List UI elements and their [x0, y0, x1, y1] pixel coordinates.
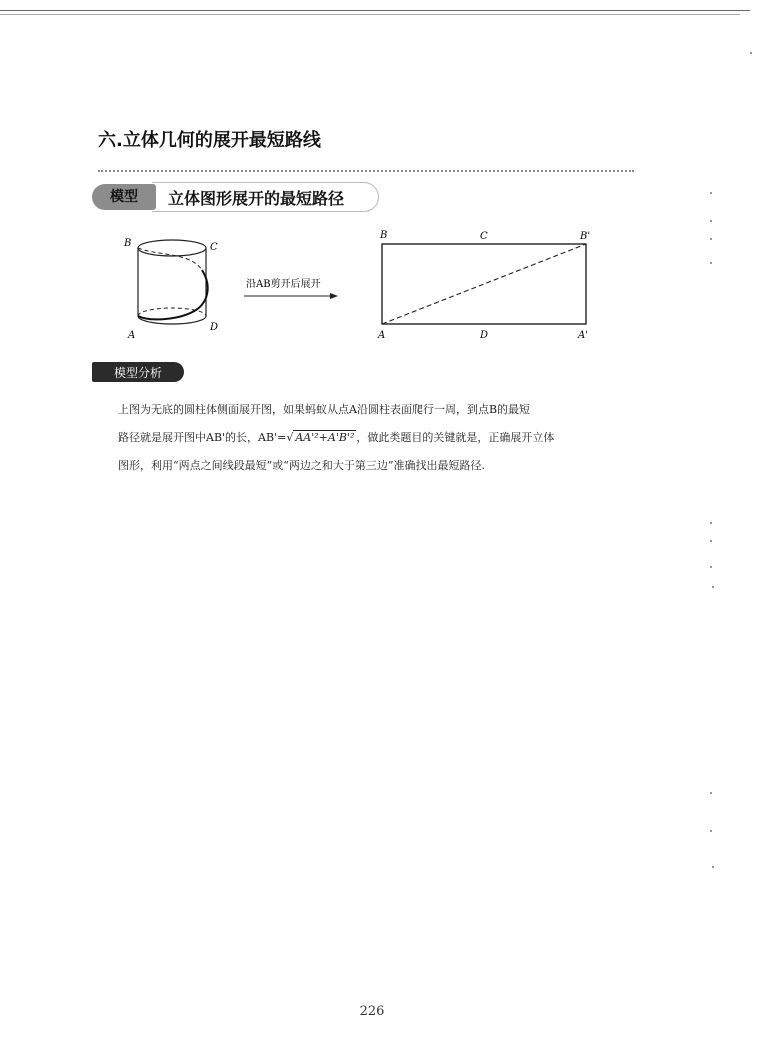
scan-speck	[710, 262, 712, 264]
analysis-line-2: 路径就是展开图中AB'的长，AB'=√ AA'²+A'B'² ，做此类题目的关键就是，正确展开立体	[118, 431, 555, 444]
top-rule	[0, 10, 750, 11]
scan-speck	[750, 52, 752, 54]
sqrt-expression: AA'²+A'B'²	[295, 431, 355, 444]
cylinder-label-d: D	[210, 322, 219, 333]
model-tag: 模型	[92, 184, 156, 210]
unfold-arrow	[244, 277, 338, 299]
scan-speck	[710, 830, 712, 832]
scan-speck	[710, 192, 712, 194]
rect-label-a-prime: A'	[578, 330, 588, 341]
section-title: 六.立体几何的展开最短路线	[98, 130, 321, 151]
rect-label-b-prime: B'	[580, 231, 591, 242]
scan-speck	[712, 866, 714, 868]
cylinder-label-c: C	[210, 242, 218, 253]
scan-speck	[710, 566, 712, 568]
rect-label-b: B	[380, 230, 388, 241]
rect-label-c: C	[480, 231, 488, 242]
analysis-line-3: 图形，利用“两点之间线段最短”或“两边之和大于第三边”准确找出最短路径.	[118, 459, 485, 472]
model-banner	[92, 182, 382, 212]
scan-speck	[710, 522, 712, 524]
unfolding-figure	[110, 226, 610, 350]
analysis-line-2-start: 路径就是展开图中AB'的长，AB'=	[118, 431, 287, 444]
analysis-tab-label: 模型分析	[114, 366, 163, 380]
analysis-tab	[92, 362, 186, 382]
unfolded-rectangle	[377, 230, 590, 341]
scan-speck	[712, 586, 714, 588]
analysis-line-1: 上图为无底的圆柱体侧面展开图，如果蚂蚁从点A沿圆柱表面爬行一周，到点B的最短	[118, 403, 531, 416]
diagonal-shortest-path	[382, 244, 586, 324]
dotted-divider	[98, 170, 634, 172]
cylinder-label-b: B	[124, 238, 132, 249]
scan-speck	[710, 220, 712, 222]
spiral-path-front	[138, 270, 208, 319]
page-number: 226	[359, 1004, 385, 1019]
rect-label-d: D	[480, 330, 489, 341]
cylinder-label-a: A	[128, 330, 136, 341]
cylinder-diagram	[123, 238, 218, 341]
analysis-line-2-end: ，做此类题目的关键就是，正确展开立体	[356, 431, 555, 444]
spiral-path-back	[138, 248, 202, 270]
scan-speck	[710, 540, 712, 542]
arrow-head	[330, 293, 338, 299]
scan-speck	[710, 238, 712, 240]
rect-label-a: A	[378, 330, 386, 341]
scan-speck	[710, 792, 712, 794]
model-title: 立体图形展开的最短路径	[168, 189, 345, 208]
analysis-paragraph	[118, 396, 608, 480]
cylinder-top-ellipse	[138, 240, 206, 256]
top-rule-secondary	[0, 14, 740, 15]
arrow-caption: 沿AB剪开后展开	[246, 279, 321, 290]
